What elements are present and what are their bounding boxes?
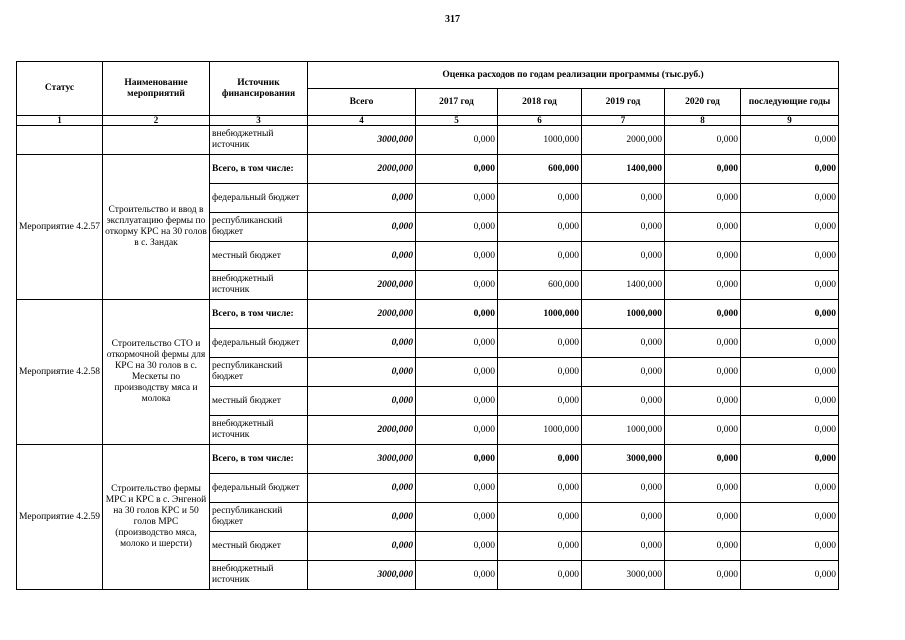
cell-value: 0,000 <box>665 387 741 416</box>
cell-total: 0,000 <box>308 213 416 242</box>
cell-value: 0,000 <box>498 184 582 213</box>
cell-source: Всего, в том числе: <box>210 155 308 184</box>
cell-value: 0,000 <box>665 561 741 590</box>
cell-value: 0,000 <box>416 532 498 561</box>
cell-value: 600,000 <box>498 271 582 300</box>
cell-value: 0,000 <box>741 416 839 445</box>
cell-source: внебюджетный источник <box>210 271 308 300</box>
cell-value: 0,000 <box>741 387 839 416</box>
cell-value: 0,000 <box>498 532 582 561</box>
cell-value: 0,000 <box>741 271 839 300</box>
cell-value: 0,000 <box>416 184 498 213</box>
cell-total: 2000,000 <box>308 155 416 184</box>
header-2018: 2018 год <box>498 89 582 116</box>
column-number: 4 <box>308 116 416 126</box>
cell-value: 0,000 <box>665 503 741 532</box>
cell-status <box>17 126 103 155</box>
cell-value: 1000,000 <box>582 300 665 329</box>
column-number: 3 <box>210 116 308 126</box>
cell-value: 0,000 <box>665 213 741 242</box>
cell-source: внебюджетный источник <box>210 561 308 590</box>
cell-value: 1000,000 <box>582 416 665 445</box>
cell-value: 0,000 <box>498 358 582 387</box>
header-total: Всего <box>308 89 416 116</box>
column-number: 2 <box>103 116 210 126</box>
cell-total: 0,000 <box>308 358 416 387</box>
cell-status: Мероприятие 4.2.58 <box>17 300 103 445</box>
cell-status: Мероприятие 4.2.59 <box>17 445 103 590</box>
cell-value: 600,000 <box>498 155 582 184</box>
cell-value: 1400,000 <box>582 155 665 184</box>
cell-value: 0,000 <box>665 474 741 503</box>
cell-value: 2000,000 <box>582 126 665 155</box>
cell-value: 0,000 <box>416 126 498 155</box>
cell-name: Строительство и ввод в эксплуатацию фермы по откорму КРС на 30 голов в с. Зандак <box>103 155 210 300</box>
cell-source: Всего, в том числе: <box>210 300 308 329</box>
expenditure-table <box>16 61 839 590</box>
cell-value: 0,000 <box>498 445 582 474</box>
table-row <box>17 155 839 184</box>
column-number: 7 <box>582 116 665 126</box>
cell-value: 0,000 <box>582 329 665 358</box>
cell-value: 0,000 <box>416 300 498 329</box>
cell-value: 0,000 <box>741 242 839 271</box>
cell-value: 1000,000 <box>498 126 582 155</box>
cell-value: 0,000 <box>416 474 498 503</box>
cell-source: федеральный бюджет <box>210 474 308 503</box>
cell-value: 0,000 <box>416 416 498 445</box>
header-source: Источник финансирования <box>210 62 308 116</box>
cell-value: 0,000 <box>416 329 498 358</box>
cell-total: 0,000 <box>308 184 416 213</box>
cell-total: 0,000 <box>308 532 416 561</box>
cell-value: 0,000 <box>665 242 741 271</box>
cell-name <box>103 126 210 155</box>
cell-source: республиканский бюджет <box>210 358 308 387</box>
cell-value: 0,000 <box>741 503 839 532</box>
cell-value: 0,000 <box>741 532 839 561</box>
cell-total: 0,000 <box>308 503 416 532</box>
cell-value: 1400,000 <box>582 271 665 300</box>
cell-value: 0,000 <box>416 387 498 416</box>
cell-value: 0,000 <box>582 358 665 387</box>
cell-value: 1000,000 <box>498 300 582 329</box>
cell-total: 2000,000 <box>308 416 416 445</box>
cell-value: 0,000 <box>498 387 582 416</box>
cell-value: 0,000 <box>416 561 498 590</box>
cell-source: федеральный бюджет <box>210 184 308 213</box>
cell-value: 0,000 <box>498 503 582 532</box>
cell-value: 1000,000 <box>498 416 582 445</box>
cell-value: 0,000 <box>416 358 498 387</box>
cell-value: 0,000 <box>416 213 498 242</box>
cell-source: местный бюджет <box>210 532 308 561</box>
header-status: Статус <box>17 62 103 116</box>
cell-name: Строительство СТО и откормочной фермы для КРС на 30 голов в с. Мескеты по производству мяса и молока <box>103 300 210 445</box>
table-row <box>17 300 839 329</box>
cell-value: 0,000 <box>416 242 498 271</box>
column-number: 6 <box>498 116 582 126</box>
header-name: Наименование мероприятий <box>103 62 210 116</box>
cell-source: Всего, в том числе: <box>210 445 308 474</box>
cell-value: 0,000 <box>665 271 741 300</box>
cell-value: 0,000 <box>741 300 839 329</box>
cell-value: 0,000 <box>665 532 741 561</box>
cell-value: 0,000 <box>582 474 665 503</box>
column-number: 8 <box>665 116 741 126</box>
cell-source: республиканский бюджет <box>210 213 308 242</box>
cell-value: 0,000 <box>741 474 839 503</box>
table-body <box>17 126 839 590</box>
cell-value: 0,000 <box>665 184 741 213</box>
cell-value: 0,000 <box>665 416 741 445</box>
cell-total: 2000,000 <box>308 271 416 300</box>
cell-value: 0,000 <box>498 242 582 271</box>
cell-value: 0,000 <box>416 503 498 532</box>
cell-value: 0,000 <box>416 445 498 474</box>
cell-total: 0,000 <box>308 329 416 358</box>
cell-total: 3000,000 <box>308 126 416 155</box>
cell-value: 0,000 <box>416 155 498 184</box>
cell-total: 0,000 <box>308 242 416 271</box>
cell-value: 0,000 <box>741 184 839 213</box>
column-number: 9 <box>741 116 839 126</box>
cell-source: внебюджетный источник <box>210 416 308 445</box>
cell-value: 3000,000 <box>582 445 665 474</box>
cell-source: местный бюджет <box>210 242 308 271</box>
cell-value: 0,000 <box>741 358 839 387</box>
cell-value: 0,000 <box>665 155 741 184</box>
column-number-row <box>17 116 839 126</box>
header-2017: 2017 год <box>416 89 498 116</box>
cell-value: 0,000 <box>582 532 665 561</box>
cell-value: 0,000 <box>741 561 839 590</box>
page-number: 317 <box>445 14 460 25</box>
cell-value: 0,000 <box>498 329 582 358</box>
cell-total: 0,000 <box>308 474 416 503</box>
cell-value: 0,000 <box>741 213 839 242</box>
cell-total: 3000,000 <box>308 561 416 590</box>
header-2020: 2020 год <box>665 89 741 116</box>
cell-value: 0,000 <box>498 474 582 503</box>
cell-name: Строительство фермы МРС и КРС в с. Энгеной на 30 голов КРС и 50 голов МРС (производство мяса, молоко и шерсти) <box>103 445 210 590</box>
cell-value: 0,000 <box>582 503 665 532</box>
cell-source: местный бюджет <box>210 387 308 416</box>
cell-value: 0,000 <box>416 271 498 300</box>
cell-status: Мероприятие 4.2.57 <box>17 155 103 300</box>
cell-value: 0,000 <box>582 184 665 213</box>
cell-source: республиканский бюджет <box>210 503 308 532</box>
cell-value: 0,000 <box>665 358 741 387</box>
cell-value: 0,000 <box>665 329 741 358</box>
cell-value: 0,000 <box>665 445 741 474</box>
cell-value: 0,000 <box>741 445 839 474</box>
header-2019: 2019 год <box>582 89 665 116</box>
cell-value: 0,000 <box>582 387 665 416</box>
column-number: 5 <box>416 116 498 126</box>
cell-total: 2000,000 <box>308 300 416 329</box>
cell-value: 0,000 <box>741 329 839 358</box>
cell-source: федеральный бюджет <box>210 329 308 358</box>
cell-total: 3000,000 <box>308 445 416 474</box>
header-later: последующие годы <box>741 89 839 116</box>
header-estimate: Оценка расходов по годам реализации программы (тыс.руб.) <box>308 62 839 89</box>
cell-value: 0,000 <box>665 126 741 155</box>
cell-value: 0,000 <box>665 300 741 329</box>
table-row <box>17 126 839 155</box>
cell-value: 3000,000 <box>582 561 665 590</box>
cell-value: 0,000 <box>498 213 582 242</box>
table-row <box>17 445 839 474</box>
cell-source: внебюджетный источник <box>210 126 308 155</box>
cell-value: 0,000 <box>498 561 582 590</box>
cell-value: 0,000 <box>741 155 839 184</box>
cell-value: 0,000 <box>582 213 665 242</box>
cell-value: 0,000 <box>741 126 839 155</box>
column-number: 1 <box>17 116 103 126</box>
cell-total: 0,000 <box>308 387 416 416</box>
cell-value: 0,000 <box>582 242 665 271</box>
